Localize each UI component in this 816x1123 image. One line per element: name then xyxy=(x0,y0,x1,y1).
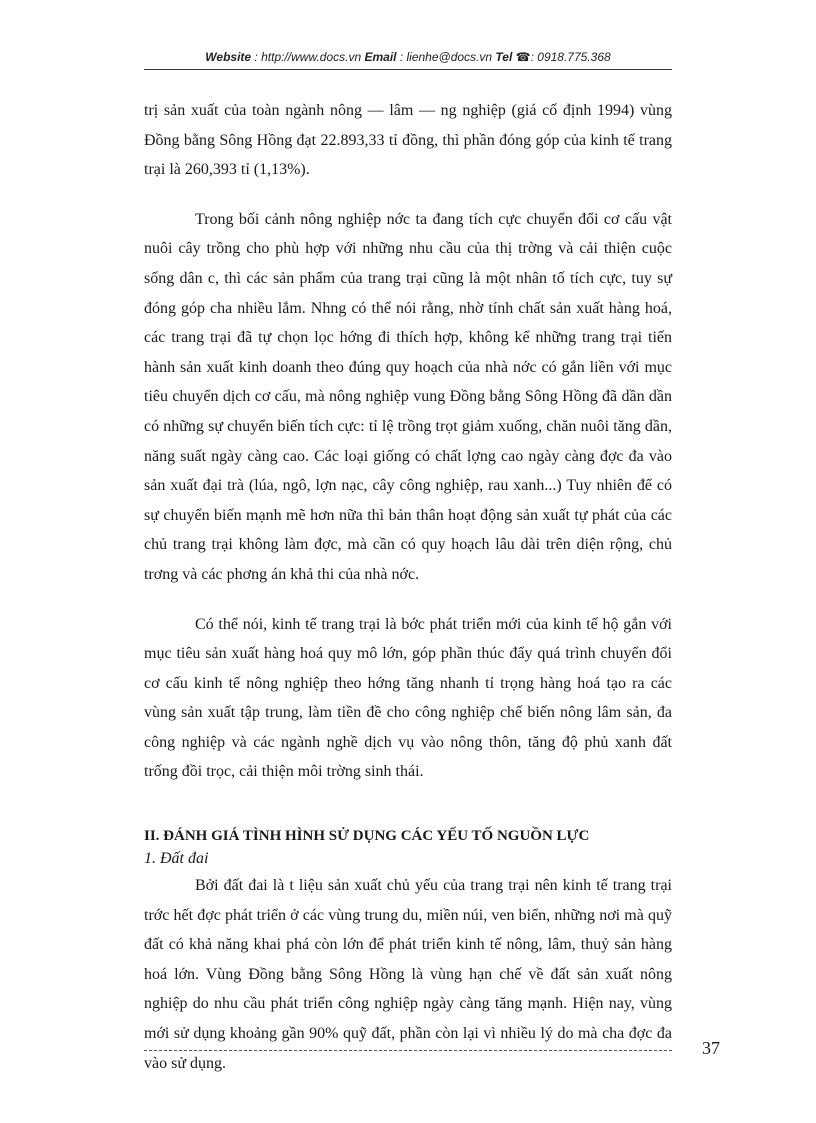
document-body xyxy=(144,96,672,1078)
website-label: Website xyxy=(205,50,252,64)
email-value: : lienhe@docs.vn xyxy=(396,50,496,64)
page-number: 37 xyxy=(702,1038,720,1058)
paragraph-context: Trong bối cảnh nông nghiệp nớc ta đang tích cực chuyển đổi cơ cấu vật nuôi cây trồng cho phù hợp với những nhu cầu của thị trờng và cải thiện cuộc sống dân c, thì các sản phẩm của trang trại cũng là một nhân tố tích cực, tuy sự đóng góp cha nhiều lắm. Nhng có thể nói rằng, nhờ tính chất sản xuất hàng hoá, các trang trại đã tự chọn lọc hớng đi thích hợp, không kể những trang trại tiến hành sản xuất kinh doanh theo đúng quy hoạch của nhà nớc có gắn liền với mục tiêu chuyển dịch cơ cấu, mà nông nghiệp vung Đồng bằng Sông Hồng đã dần dần có những sự chuyển biến tích cực: tỉ lệ trồng trọt giảm xuống, chăn nuôi tăng dần, năng suất ngày càng cao. Các loại giống có chất lợng cao ngày càng đợc đa vào sản xuất đại trà (lúa, ngô, lợn nạc, cây công nghiệp, rau xanh...) Tuy nhiên để có sự chuyển biến mạnh mẽ hơn nữa thì bản thân hoạt động sản xuất tự phát của các chủ trang trại không làm đợc, mà cần có quy hoạch lâu dài trên diện rộng, chủ trơng và các phơng án khả thi của nhà nớc. xyxy=(144,210,672,583)
phone-icon: ☎ xyxy=(515,50,531,64)
section-spacer xyxy=(144,787,672,825)
email-label: Email xyxy=(364,50,397,64)
footer-divider xyxy=(144,1050,672,1051)
subsection-heading: 1. Đất đai xyxy=(144,850,209,868)
paragraph-continuation: trị sản xuất của toàn ngành nông — lâm — ng nghiệp (giá cố định 1994) vùng Đồng bằng Sông Hồng đạt 22.893,33 tỉ đồng, thì phần đóng góp của kinh tế trang trại là 260,393 tỉ (1,13%). xyxy=(144,102,672,179)
header-divider xyxy=(144,69,672,70)
tel-label: Tel xyxy=(495,50,513,64)
paragraph-spacer xyxy=(144,185,672,205)
tel-value: : 0918.775.368 xyxy=(530,50,611,64)
website-value: : http://www.docs.vn xyxy=(251,50,365,64)
section-heading: II. ĐÁNH GIÁ TÌNH HÌNH SỬ DỤNG CÁC YẾU TỐ NGUỒN LỰC xyxy=(144,828,590,845)
paragraph-land: Bởi đất đai là t liệu sản xuất chủ yếu của trang trại nên kinh tế trang trại trớc hết đợc phát triển ở các vùng trung du, miền núi, ven biển, những nơi mà quỹ đất có khả năng khai phá còn lớn để phát triển kinh tế nông, lâm, thuỷ sản hàng hoá lớn. Vùng Đồng bằng Sông Hồng là vùng hạn chế về đất sản xuất nông nghiệp do nhu cầu phát triển công nghiệp ngày càng tăng mạnh. Hiện nay, vùng mới sử dụng khoảng gần 90% quỹ đất, phần còn lại vì nhiều lý do mà cha đợc đa vào sử dụng. xyxy=(144,877,672,1072)
paragraph-conclusion: Có thể nói, kinh tế trang trại là bớc phát triển mới của kinh tế hộ gắn với mục tiêu sản xuất hàng hoá quy mô lớn, góp phần thúc đẩy quá trình chuyển đổi cơ cấu kinh tế nông nghiệp theo hớng tăng nhanh tỉ trọng hàng hoá tạo ra các vùng sản xuất tập trung, làm tiền đề cho công nghiệp chế biến nông lâm sản, đa công nghiệp và các ngành nghề dịch vụ vào nông thôn, tăng độ phủ xanh đất trống đồi trọc, cải thiện môi trờng sinh thái. xyxy=(144,615,672,781)
page-header xyxy=(144,50,672,64)
paragraph-spacer xyxy=(144,590,672,610)
